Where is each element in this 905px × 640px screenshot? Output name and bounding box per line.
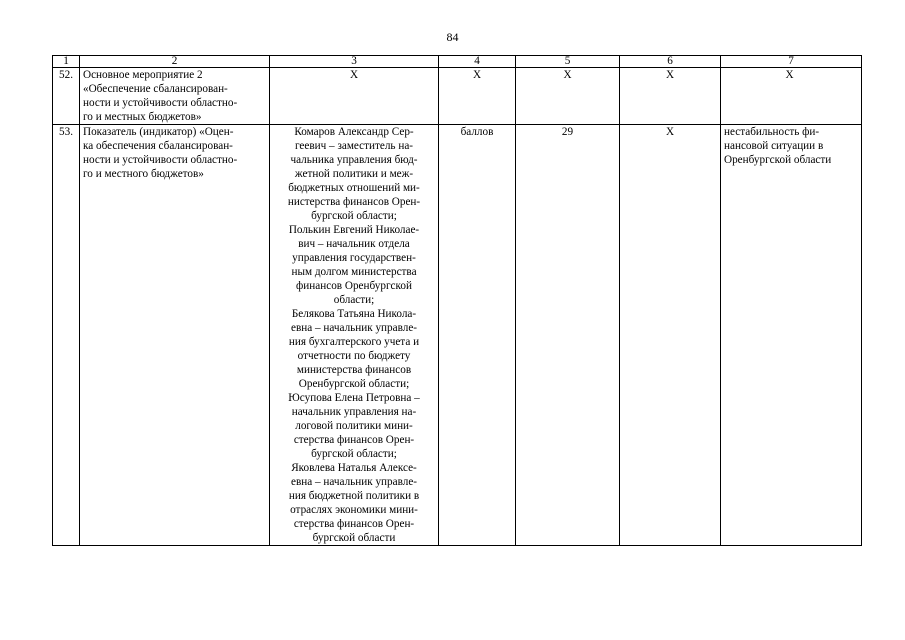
responsible-persons-line: бюджетных отношений ми- bbox=[288, 182, 420, 194]
responsible-persons-line: управления государствен- bbox=[292, 252, 416, 264]
column-number: 7 bbox=[721, 56, 862, 68]
value-cell: 29 bbox=[516, 125, 620, 546]
column-number: 6 bbox=[620, 56, 721, 68]
responsible-persons-line: отраслях экономики мини- bbox=[290, 504, 418, 516]
risk-description-line: X bbox=[785, 69, 794, 81]
responsible-persons-line: Оренбургской области; bbox=[298, 378, 410, 390]
unit-cell: баллов bbox=[439, 125, 516, 546]
responsible-persons-line: Юсупова Елена Петровна – bbox=[288, 392, 420, 404]
risk-description-line: нансовой ситуации в bbox=[724, 140, 824, 152]
row-title-line: «Обеспечение сбалансирован- bbox=[83, 83, 228, 95]
row-title-line: го и местных бюджетов» bbox=[83, 111, 202, 123]
row-title-line: ка обеспечения сбалансирован- bbox=[83, 140, 233, 152]
column-number: 3 bbox=[270, 56, 439, 68]
responsible-persons-line: министерства финансов bbox=[296, 364, 412, 376]
page-number: 84 bbox=[446, 30, 459, 44]
column-number: 1 bbox=[53, 56, 80, 68]
table-row bbox=[53, 125, 862, 546]
responsible-persons-line: логовой политики мини- bbox=[295, 420, 413, 432]
row-title-line: го и местного бюджетов» bbox=[83, 168, 204, 180]
responsible-persons-line: X bbox=[349, 69, 359, 81]
responsible-persons-line: нистерства финансов Орен- bbox=[287, 196, 421, 208]
responsible-persons-line: евна – начальник управле- bbox=[290, 322, 418, 334]
column-6-cell: X bbox=[620, 125, 721, 546]
responsible-persons-line: области; bbox=[333, 294, 375, 306]
row-number: 52. bbox=[53, 68, 80, 125]
responsible-persons-line: вич – начальник отдела bbox=[298, 238, 410, 250]
column-number: 4 bbox=[439, 56, 516, 68]
risk-description bbox=[721, 125, 862, 546]
responsible-persons-line: евна – начальник управле- bbox=[290, 476, 418, 488]
column-6-cell: X bbox=[620, 68, 721, 125]
responsible-persons-line: бургской области bbox=[312, 532, 396, 544]
row-number: 53. bbox=[53, 125, 80, 546]
responsible-persons-line: Комаров Александр Сер- bbox=[294, 126, 414, 138]
responsible-persons-line: стерства финансов Орен- bbox=[293, 434, 415, 446]
risk-description-line: Оренбургской области bbox=[724, 154, 832, 166]
risk-description-line: нестабильность фи- bbox=[724, 126, 820, 138]
value-cell: X bbox=[516, 68, 620, 125]
row-title-line: ности и устойчивости областно- bbox=[83, 97, 238, 109]
row-title-line: Основное мероприятие 2 bbox=[83, 69, 203, 81]
responsible-persons-line: финансов Оренбургской bbox=[296, 280, 412, 292]
responsible-persons-line: начальник управления на- bbox=[291, 406, 417, 418]
column-number: 2 bbox=[80, 56, 270, 68]
row-title bbox=[80, 68, 270, 125]
column-number: 5 bbox=[516, 56, 620, 68]
risk-description bbox=[721, 68, 862, 125]
responsible-persons-line: стерства финансов Орен- bbox=[293, 518, 415, 530]
table-row bbox=[53, 68, 862, 125]
responsible-persons-line: чальника управления бюд- bbox=[290, 154, 418, 166]
unit-cell: X bbox=[439, 68, 516, 125]
indicators-table bbox=[52, 55, 862, 546]
responsible-persons-line: геевич – заместитель на- bbox=[294, 140, 414, 152]
responsible-persons-line: Яковлева Наталья Алексе- bbox=[291, 462, 417, 474]
column-number-row bbox=[53, 56, 862, 68]
responsible-persons-line: жетной политики и меж- bbox=[294, 168, 414, 180]
row-title bbox=[80, 125, 270, 546]
responsible-persons bbox=[270, 68, 439, 125]
responsible-persons-line: бургской области; bbox=[311, 448, 397, 460]
responsible-persons bbox=[270, 125, 439, 546]
row-title-line: ности и устойчивости областно- bbox=[83, 154, 238, 166]
responsible-persons-line: ным долгом министерства bbox=[291, 266, 417, 278]
responsible-persons-line: Белякова Татьяна Никола- bbox=[291, 308, 417, 320]
responsible-persons-line: Полькин Евгений Николае- bbox=[288, 224, 420, 236]
responsible-persons-line: отчетности по бюджету bbox=[297, 350, 411, 362]
responsible-persons-line: ния бухгалтерского учета и bbox=[288, 336, 420, 348]
responsible-persons-line: ния бюджетной политики в bbox=[288, 490, 420, 502]
row-title-line: Показатель (индикатор) «Оцен- bbox=[83, 126, 234, 138]
responsible-persons-line: бургской области; bbox=[311, 210, 397, 222]
